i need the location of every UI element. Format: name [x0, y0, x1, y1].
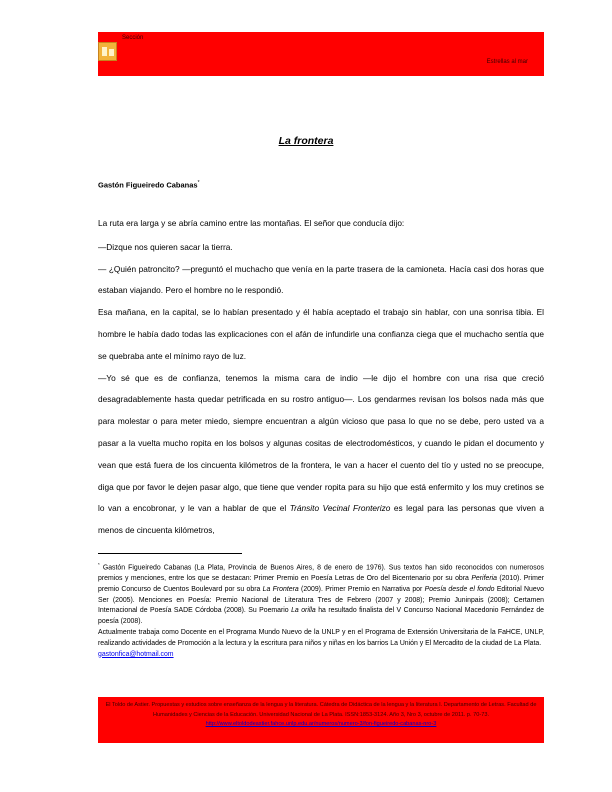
author-name: [98, 180, 200, 190]
footnote-text: Gastón Figueiredo Cabanas (La Plata, Provincia de Buenos Aires, 8 de enero de 1976). Sus textos han sido reconocidos con numerosos premios y menciones, entre los que se destacan: Primer Premio en Poesía Letras de Oro del Bicentenario por su obra: [98, 564, 544, 583]
footnote-text: (2009). Primer Premio en Narrativa por: [298, 585, 425, 593]
footnote: [98, 560, 544, 660]
footnote-italic: Periferia: [471, 575, 497, 583]
section-name: Estrellas al mar: [486, 59, 528, 65]
author-footnote-mark[interactable]: *: [197, 180, 200, 186]
footnote-text: (2010). Primer premio Concurso de Cuentos Boulevard por su obra: [98, 575, 544, 593]
footnote-email-line: [98, 650, 544, 661]
footer-band: [98, 697, 544, 743]
footnote-text: ha resultado finalista del V Concurso Nacional Macedonio Fernández de poesía (2008).: [98, 607, 544, 626]
paragraph: — ¿Quién patroncito? —preguntó el muchacho que venía en la parte trasera de la camioneta. Hacía casi dos horas que estaban viajando. Pero el hombre no le respondió.: [98, 263, 544, 296]
footnote-italic: La Frontera: [262, 585, 299, 593]
footnote-italic: Poesía desde el fondo: [424, 585, 495, 593]
paragraph-text: es legal para las personas que viven a menos de cincuenta kilómetros,: [98, 503, 545, 536]
footnote-paragraph: [98, 560, 544, 628]
header-band: [98, 32, 544, 76]
footnote-text: Editorial Nuevo Ser (2005). Menciones en Poesía: Premio Nacional de Literatura Tres de Febrero (2007 y 2008); Premio Juninpais (2008); Certamen Internacional de Poesía SADE Córdoba (2008). Su Poemario: [98, 585, 544, 615]
author-name-text: Gastón Figueiredo Cabanas: [98, 180, 198, 190]
footer-url-link[interactable]: http://www.eltoldodeastier.fahce.unlp.edu.ar/numeros/numero-3/fon-figueiredo-cabanas-nro-3: [205, 721, 437, 728]
footnote-italic: La orilla: [291, 607, 316, 615]
footnote-separator: [98, 553, 242, 554]
paragraph: [98, 368, 544, 542]
author-email-link[interactable]: gastonfica@hotmail.com: [98, 650, 174, 658]
paragraph: La ruta era larga y se abría camino entre las montañas. El señor que conducía dijo:: [98, 218, 405, 228]
footnote-paragraph: Actualmente trabaja como Docente en el Programa Mundo Nuevo de la UNLP y en el Programa de Extensión Universitaria de la FaHCE, UNLP, realizando actividades de Promoción a la lectura y la escritura para niños y niñas en los barrios La Unión y El Mercadito de la ciudad de La Plata.: [98, 629, 544, 647]
footer-citation: El Toldo de Astier. Propuestas y estudios sobre enseñanza de la lengua y la literatura. Cátedra de Didáctica de la lengua y la literatura I. Departamento de Letras. Facultad de Humanidades y Ciencias de la Educación. Universidad Nacional de La Plata. ISSN:1853-3124. Año 3, Nro 3, octubre de 2011. p. 70-73.: [105, 702, 537, 718]
paragraph: Esa mañana, en la capital, se lo habían presentado y él había aceptado el trabajo sin hablar, con una sonrisa tibia. El hombre le había dado todas las explicaciones con el afán de infundirle una confianza ciega que el muchacho sentía que se quebraba ante el mínimo rayo de luz.: [98, 307, 544, 361]
paragraph: —Dizque nos quieren sacar la tierra.: [98, 241, 233, 252]
article-body: [98, 213, 544, 542]
article-title: La frontera: [278, 135, 334, 147]
section-label: Sección: [122, 35, 144, 41]
paragraph-italic-phrase: Tránsito Vecinal Fronterizo: [289, 503, 391, 514]
paragraph-text: —Yo sé que es de confianza, tenemos la misma cara de indio —le dijo el hombre con una risa que creció desagradablemente hasta quedar petrificada en su rostro antiguo—. Los gendarmes revisan los bolsos nada más que para molestar o para meter miedo, siempre encuentran a algún vicioso que pasa lo que no se debe, pero usted va a pasar a la vuelta mucho ropita en los bolsos y algunas cositas de electrodomésticos, y cuando le pidan el documento y vean que está fuera de los cincuenta kilómetros de la frontera, le van a hacer el cuento del tío y usted no se preocupe, diga que por favor le dejen pasar algo, que tiene que vender ropita para su hijo que está enfermito y los muy cretinos se lo van a encobronar, y le van a hablar de que el: [98, 372, 544, 514]
footnote-mark: *: [98, 562, 100, 567]
el-toldo-de-astier-logo-icon: [98, 42, 117, 61]
